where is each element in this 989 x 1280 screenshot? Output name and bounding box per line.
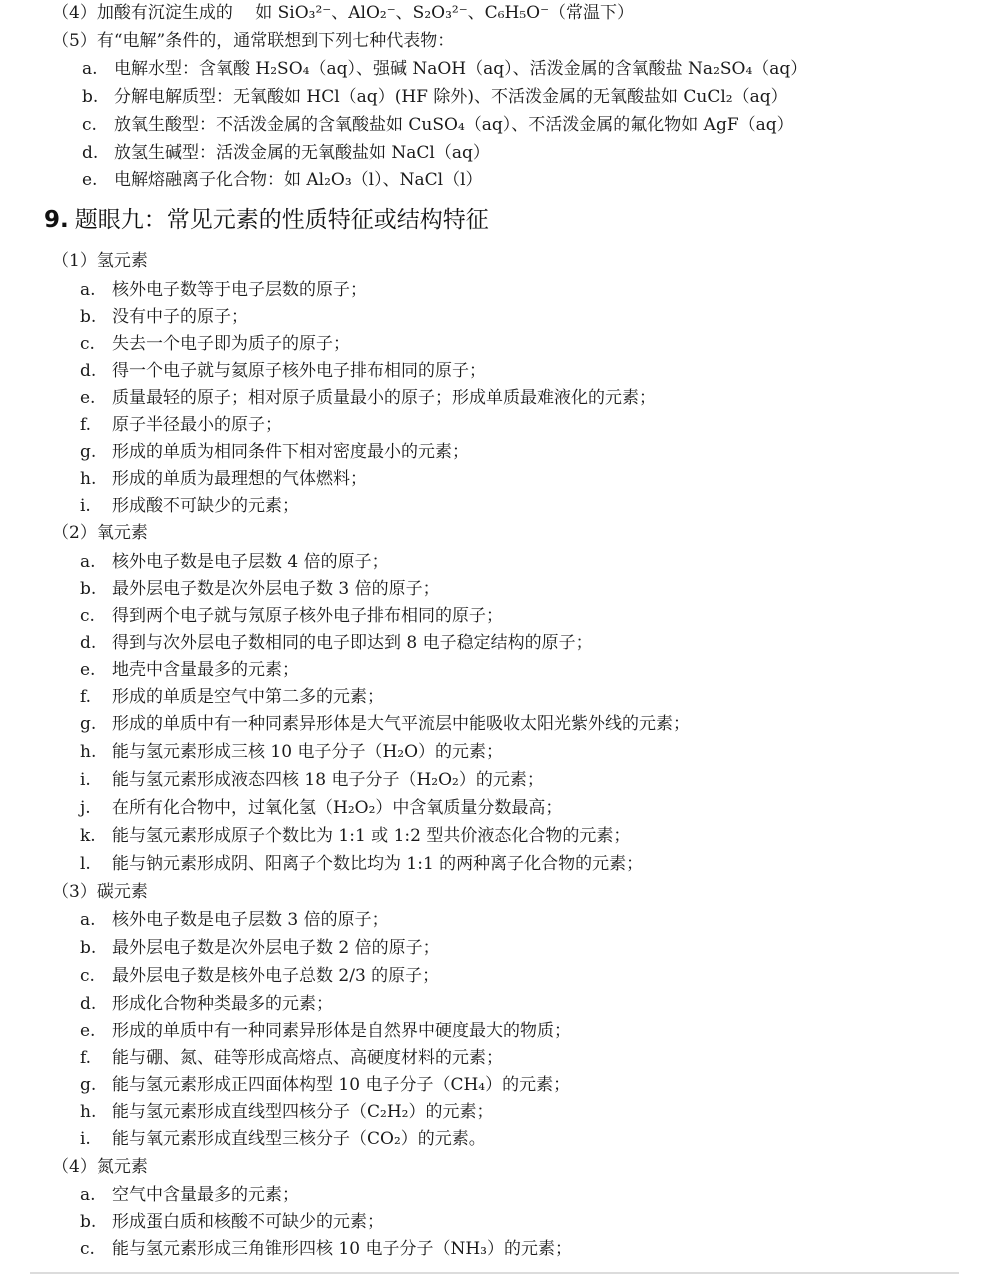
- item-label: a.: [80, 1185, 96, 1205]
- item-label: h.: [80, 742, 97, 762]
- item-label: c.: [80, 1239, 95, 1259]
- list-item: [80, 659, 299, 681]
- item-text: 形成的单质是空气中第二多的元素；: [112, 687, 384, 707]
- item-text: 能与钠元素形成阴、阳离子个数比均为 1:1 的两种离子化合物的元素；: [112, 854, 644, 874]
- item-label: h.: [80, 1102, 97, 1122]
- item-label: d.: [82, 143, 99, 163]
- item-label: f.: [80, 415, 92, 435]
- item-label: g.: [80, 1075, 97, 1095]
- item-text: 形成化合物种类最多的元素；: [112, 994, 333, 1014]
- item-text: 能与氢元素形成液态四核 18 电子分子（H₂O₂）的元素；: [112, 770, 544, 790]
- item-text: 地壳中含量最多的元素；: [112, 660, 299, 680]
- subsection-title-nitrogen: （4）氮元素: [52, 1157, 148, 1177]
- item-text: 原子半径最小的原子；: [112, 415, 282, 435]
- item-text: 核外电子数是电子层数 3 倍的原子；: [112, 910, 389, 930]
- item-text: 形成的单质中有一种同素异形体是自然界中硬度最大的物质；: [112, 1021, 571, 1041]
- list-item: [80, 1211, 384, 1233]
- item-label: b.: [80, 1212, 97, 1232]
- list-item: [80, 605, 503, 627]
- item-label: b.: [82, 87, 99, 107]
- heading-title: 题眼九：常见元素的性质特征或结构特征: [74, 207, 489, 233]
- item-text: 质量最轻的原子；相对原子质量最小的原子；形成单质最难液化的元素；: [112, 388, 656, 408]
- item-text: 放氢生碱型：活泼金属的无氧酸盐如 NaCl（aq）: [114, 143, 490, 163]
- item-label: b.: [80, 579, 97, 599]
- item-label: d.: [80, 361, 97, 381]
- item-text: 形成的单质为相同条件下相对密度最小的元素；: [112, 442, 469, 462]
- item-text: 得到两个电子就与氖原子核外电子排布相同的原子；: [112, 606, 503, 626]
- section-line-4: （4）加酸有沉淀生成的 如 SiO₃²⁻、AlO₂⁻、S₂O₃²⁻、C₆H₅O⁻（常温下）: [52, 3, 635, 23]
- item-text: 能与氢元素形成正四面体构型 10 电子分子（CH₄）的元素；: [112, 1075, 571, 1095]
- item-text: 形成的单质为最理想的气体燃料；: [112, 469, 367, 489]
- item-text: 核外电子数是电子层数 4 倍的原子；: [112, 552, 389, 572]
- item-text: 能与硼、氮、硅等形成高熔点、高硬度材料的元素；: [112, 1048, 503, 1068]
- item-label: j.: [80, 798, 91, 818]
- list-item: [80, 1074, 570, 1096]
- list-item: [80, 1128, 486, 1150]
- item-label: e.: [80, 660, 96, 680]
- item-text: 放氧生酸型：不活泼金属的含氧酸盐如 CuSO₄（aq）、不活泼金属的氟化物如 AgF（aq）: [114, 115, 794, 135]
- list-item: [82, 86, 788, 108]
- item-label: d.: [80, 994, 97, 1014]
- item-text: 没有中子的原子；: [112, 307, 248, 327]
- item-label: c.: [80, 334, 95, 354]
- item-text: 核外电子数等于电子层数的原子；: [112, 280, 367, 300]
- section-line-5: （5）有“电解”条件的，通常联想到下列七种代表物：: [52, 31, 455, 51]
- item-label: l.: [80, 854, 91, 874]
- item-label: k.: [80, 826, 96, 846]
- list-item: [80, 632, 593, 654]
- item-text: 能与氢元素形成直线型四核分子（C₂H₂）的元素；: [112, 1102, 494, 1122]
- item-label: i.: [80, 496, 91, 516]
- list-item: [82, 142, 490, 164]
- item-text: 最外层电子数是次外层电子数 2 倍的原子；: [112, 938, 440, 958]
- item-label: c.: [80, 966, 95, 986]
- list-item: [80, 797, 562, 819]
- list-item: [80, 387, 656, 409]
- list-item: [80, 713, 690, 735]
- list-item: [80, 306, 248, 328]
- list-item: [80, 993, 333, 1015]
- item-label: c.: [82, 115, 97, 135]
- item-label: i.: [80, 770, 91, 790]
- item-text: 能与氢元素形成三角锥形四核 10 电子分子（NH₃）的元素；: [112, 1239, 572, 1259]
- item-label: b.: [80, 938, 97, 958]
- list-item: [80, 414, 282, 436]
- page-bottom-divider: [30, 1272, 959, 1274]
- item-text: 能与氢元素形成三核 10 电子分子（H₂O）的元素；: [112, 742, 504, 762]
- list-item: [80, 825, 630, 847]
- item-label: f.: [80, 1048, 92, 1068]
- item-label: a.: [82, 59, 98, 79]
- item-label: f.: [80, 687, 92, 707]
- list-item: [82, 169, 483, 191]
- item-label: c.: [80, 606, 95, 626]
- item-label: e.: [80, 1021, 96, 1041]
- subsection-title-carbon: （3）碳元素: [52, 882, 148, 902]
- list-item: [80, 578, 440, 600]
- item-label: g.: [80, 442, 97, 462]
- item-label: a.: [80, 552, 96, 572]
- item-text: 在所有化合物中，过氧化氢（H₂O₂）中含氧质量分数最高；: [112, 798, 563, 818]
- item-label: h.: [80, 469, 97, 489]
- list-item: [80, 1101, 493, 1123]
- subsection-title-oxygen: （2）氧元素: [52, 523, 148, 543]
- item-text: 最外层电子数是核外电子总数 2/3 的原子；: [112, 966, 440, 986]
- list-item: [80, 909, 389, 931]
- list-item: [80, 360, 486, 382]
- item-text: 形成的单质中有一种同素异形体是大气平流层中能吸收太阳光紫外线的元素；: [112, 714, 690, 734]
- list-item: [80, 853, 643, 875]
- list-item: [80, 1238, 572, 1260]
- list-item: [80, 495, 299, 517]
- list-item: [80, 741, 503, 763]
- item-label: a.: [80, 910, 96, 930]
- item-text: 得一个电子就与氦原子核外电子排布相同的原子；: [112, 361, 486, 381]
- item-text: 电解水型：含氧酸 H₂SO₄（aq）、强碱 NaOH（aq）、活泼金属的含氧酸盐 Na₂SO₄（aq）: [114, 59, 808, 79]
- item-text: 形成酸不可缺少的元素；: [112, 496, 299, 516]
- list-item: [80, 686, 384, 708]
- heading-number: 9.: [44, 207, 69, 233]
- list-item: [80, 1020, 571, 1042]
- list-item: [80, 279, 367, 301]
- list-item: [80, 965, 439, 987]
- list-item: [80, 1184, 299, 1206]
- item-text: 能与氧元素形成直线型三核分子（CO₂）的元素。: [112, 1129, 486, 1149]
- item-text: 能与氢元素形成原子个数比为 1:1 或 1:2 型共价液态化合物的元素；: [112, 826, 631, 846]
- subsection-title-hydrogen: （1）氢元素: [52, 251, 148, 271]
- list-item: [82, 58, 807, 80]
- list-item: [80, 333, 350, 355]
- item-text: 分解电解质型：无氧酸如 HCl（aq）(HF 除外)、不活泼金属的无氧酸盐如 CuCl₂（aq）: [114, 87, 788, 107]
- item-label: e.: [82, 170, 98, 190]
- item-text: 失去一个电子即为质子的原子；: [112, 334, 350, 354]
- item-text: 空气中含量最多的元素；: [112, 1185, 299, 1205]
- list-item: [80, 551, 389, 573]
- item-label: g.: [80, 714, 97, 734]
- list-item: [80, 441, 469, 463]
- item-text: 最外层电子数是次外层电子数 3 倍的原子；: [112, 579, 440, 599]
- item-label: d.: [80, 633, 97, 653]
- list-item: [82, 114, 794, 136]
- list-item: [80, 468, 367, 490]
- item-text: 电解熔融离子化合物：如 Al₂O₃（l）、NaCl（l）: [114, 170, 483, 190]
- item-label: i.: [80, 1129, 91, 1149]
- list-item: [80, 937, 440, 959]
- section-heading: [44, 204, 489, 236]
- item-label: b.: [80, 307, 97, 327]
- list-item: [80, 1047, 503, 1069]
- item-text: 形成蛋白质和核酸不可缺少的元素；: [112, 1212, 384, 1232]
- item-text: 得到与次外层电子数相同的电子即达到 8 电子稳定结构的原子；: [112, 633, 593, 653]
- item-label: a.: [80, 280, 96, 300]
- list-item: [80, 769, 544, 791]
- item-label: e.: [80, 388, 96, 408]
